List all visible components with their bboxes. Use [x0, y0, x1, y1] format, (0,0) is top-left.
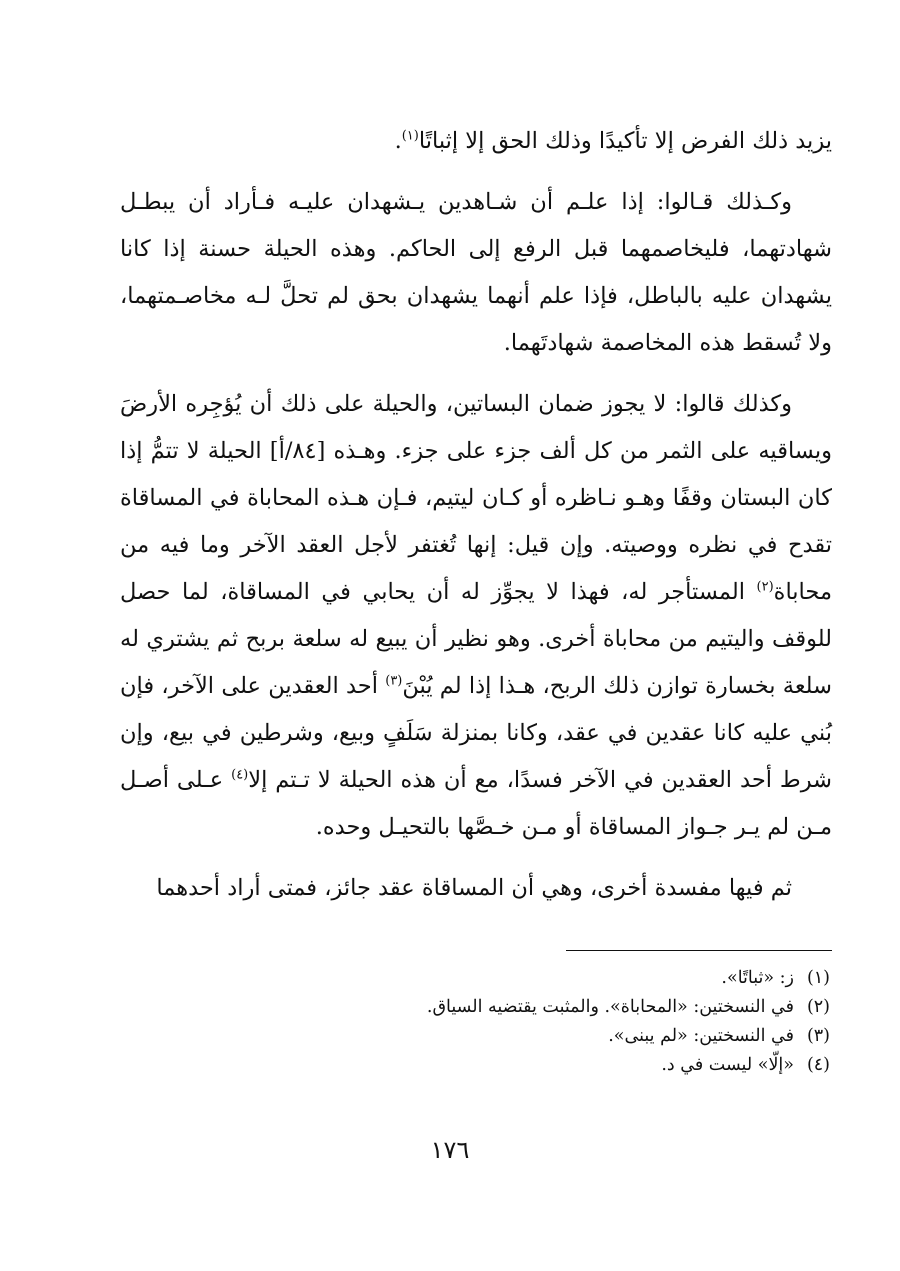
paragraph-3 — [120, 381, 832, 851]
paragraph-1 — [120, 118, 832, 165]
paragraph-1-tail: . — [394, 128, 402, 154]
footnotes — [120, 964, 832, 1080]
footnote-number: (٣) — [806, 1026, 830, 1046]
footnote-ref-3: (٣) — [385, 673, 403, 689]
paragraph-3-segment-4: عـلى أصـل مـن لم يـر جـواز المساقاة أو مـن خـصَّها بالتحيـل وحده. — [120, 767, 832, 840]
page-number: ١٧٦ — [430, 1136, 470, 1164]
footnote-text: «إلّا» ليست في د. — [661, 1055, 794, 1075]
footnote-ref-2: (٢) — [756, 579, 774, 595]
page-body — [120, 118, 832, 1075]
footnote-number: (٤) — [806, 1055, 830, 1075]
footnote-ref-1: (١) — [401, 128, 419, 144]
paragraph-2: وكـذلك قـالوا: إذا علـم أن شـاهدين يـشهدان عليـه فـأراد أن يبطـل شهادتهما، فليخاصمهما قبل الرفع إلى الحاكم. وهذه الحيلة حسنة إذا كانا يشهدان عليه بالباطل، فإذا علم أنهما يشهدان بحق لم تحلَّ لـه مخاصـمتهما، ولا تُسقط هذه المخاصمة شهادتَهما. — [120, 189, 832, 356]
footnote-text: في النسختين: «لم يبنى». — [608, 1026, 794, 1046]
paragraph-1-text: يزيد ذلك الفرض إلا تأكيدًا وذلك الحق إلا إثباتًا — [418, 128, 832, 154]
footnote-3 — [120, 1022, 832, 1051]
footnote-number: (٢) — [806, 997, 830, 1017]
footnote-separator — [566, 950, 832, 951]
paragraph-4: ثم فيها مفسدة أخرى، وهي أن المساقاة عقد جائز، فمتى أراد أحدهما — [156, 875, 792, 901]
footnote-1 — [120, 964, 832, 993]
footnote-2 — [120, 993, 832, 1022]
footnote-text: في النسختين: «المحاباة». والمثبت يقتضيه السياق. — [426, 997, 794, 1017]
footnote-number: (١) — [806, 968, 830, 988]
paragraph-3-segment-3: أحد العقدين على الآخر، فإن بُني عليه كانا عقدين في عقد، وكانا بمنزلة سَلَفٍ وبيع، وشرطين في بيع، وإن شرط أحد العقدين في الآخر فسدًا، مع أن هذه الحيلة لا تـتم إلا — [120, 673, 832, 793]
footnote-ref-4: (٤) — [231, 767, 249, 783]
paragraph-3-segment-1: وكذلك قالوا: لا يجوز ضمان البساتين، والحيلة على ذلك أن يُؤجِره الأرضَ ويساقيه على الثمر من كل ألف جزء على جزء. وهـذه [٨٤/أ] الحيلة لا تتمُّ إذا كان البستان وقفًا وهـو نـاظره أو كـان ليتيم، فـإن هـذه المحاباة في المساقاة تقدح في نظره ووصيته. وإن قيل: إنها تُغتفر لأجل العقد الآخر وما فيه من محاباة — [120, 391, 832, 605]
footnote-4 — [120, 1051, 832, 1080]
footnote-text: ز: «ثباتًا». — [721, 968, 794, 988]
paragraph-3-segment-2: المستأجر له، فهذا لا يجوِّز له أن يحابي في المساقاة، لما حصل للوقف واليتيم من محاباة أخرى. وهو نظير أن يبيع له سلعة بربح ثم يشتري له سلعة بخسارة توازن ذلك الربح، هـذا إذا لم يُبْنَ — [120, 579, 832, 699]
